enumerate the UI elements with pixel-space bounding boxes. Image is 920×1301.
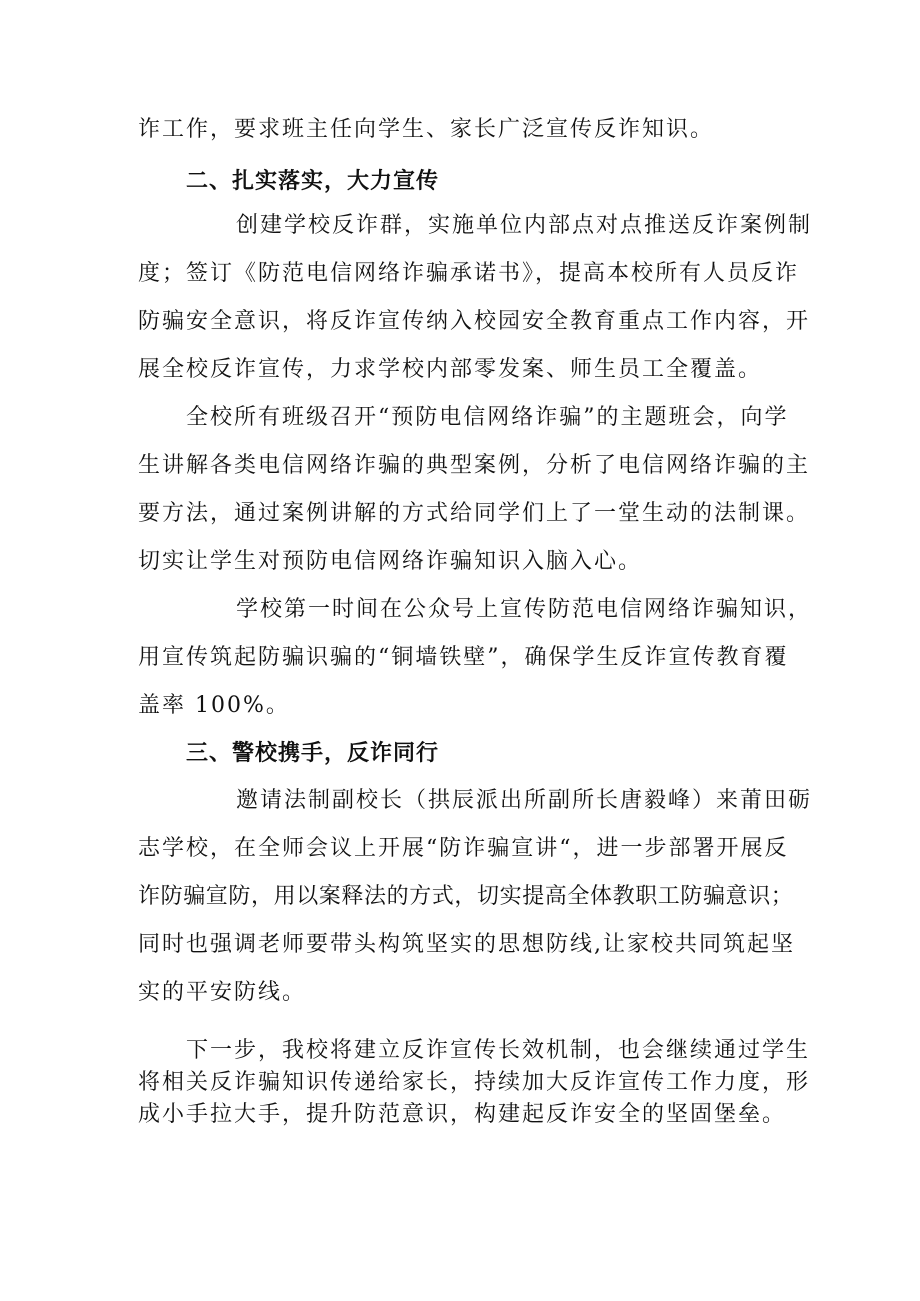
paragraph-line: 防骗安全意识，将反诈宣传纳入校园安全教育重点工作内容，开 [138, 309, 811, 334]
section-heading-2: 二、扎实落实，大力宣传 [186, 169, 440, 194]
section-heading-3: 三、警校携手，反诈同行 [186, 741, 440, 766]
paragraph-line: 创建学校反诈群，实施单位内部点对点推送反诈案例制 [236, 213, 813, 238]
paragraph-line: 全校所有班级召开“预防电信网络诈骗”的主题班会，向学 [186, 405, 789, 430]
paragraph-line: 要方法，通过案例讲解的方式给同学们上了一堂生动的法制课。 [138, 501, 811, 526]
paragraph-line: 志学校，在全师会议上开展“防诈骗宣讲“，进一步部署开展反 [138, 836, 789, 861]
paragraph-line: 用宣传筑起防骗识骗的“铜墙铁壁”，确保学生反诈宣传教育覆 [138, 645, 789, 670]
paragraph-line: 实的平安防线。 [138, 980, 307, 1005]
closing-line: 下一步，我校将建立反诈宣传长效机制，也会继续通过学生 [186, 1038, 811, 1063]
paragraph-line: 切实让学生对预防电信网络诈骗知识入脑入心。 [138, 549, 643, 574]
closing-line: 将相关反诈骗知识传递给家长，持续加大反诈宣传工作力度，形 [138, 1070, 811, 1095]
paragraph-line: 盖率 100%。 [138, 693, 290, 718]
paragraph-line: 学校第一时间在公众号上宣传防范电信网络诈骗知识， [236, 597, 813, 622]
paragraph-line: 生讲解各类电信网络诈骗的典型案例，分析了电信网络诈骗的主 [138, 453, 811, 478]
paragraph-line: 展全校反诈宣传，力求学校内部零发案、师生员工全覆盖。 [138, 357, 763, 382]
paragraph-line: 度；签订《防范电信网络诈骗承诺书》，提高本校所有人员反诈 [138, 261, 800, 286]
paragraph-line: 邀请法制副校长（拱辰派出所副所长唐毅峰）来莆田砺 [236, 788, 813, 813]
paragraph-line: 同时也强调老师要带头构筑坚实的思想防线,让家校共同筑起坚 [138, 932, 795, 957]
intro-tail-line: 诈工作，要求班主任向学生、家长广泛宣传反诈知识。 [138, 117, 715, 142]
paragraph-line: 诈防骗宣防，用以案释法的方式，切实提高全体教职工防骗意识； [138, 884, 794, 909]
closing-line: 成小手拉大手，提升防范意识，构建起反诈安全的坚固堡垒。 [138, 1102, 787, 1127]
